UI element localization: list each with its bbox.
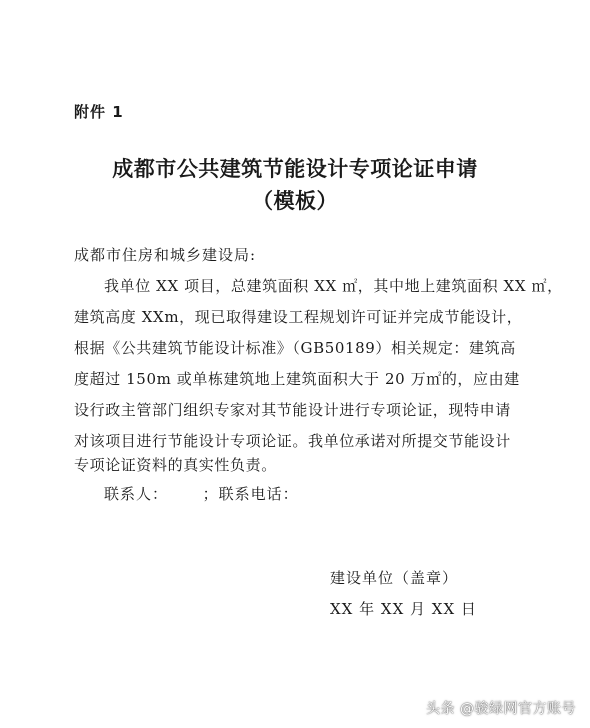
body-line-7: 专项论证资料的真实性负责。 <box>74 456 277 474</box>
body-line-6: 对该项目进行节能设计专项论证。我单位承诺对所提交节能设计 <box>74 432 511 450</box>
body-line-4: 度超过 150m 或单栋建筑地上建筑面积大于 20 万㎡的，应由建 <box>74 370 520 388</box>
body-line-2: 建筑高度 XXm，现已取得建设工程规划许可证并完成节能设计， <box>74 308 523 326</box>
body-line-5: 设行政主管部门组织专家对其节能设计进行专项论证，现特申请 <box>74 401 511 419</box>
body-line-3: 根据《公共建筑节能设计标准》（GB50189）相关规定：建筑高 <box>74 339 516 357</box>
body-line-1: 我单位 XX 项目，总建筑面积 XX ㎡，其中地上建筑面积 XX ㎡， <box>104 277 563 295</box>
signature-unit: 建设单位（盖章） <box>330 569 459 587</box>
signature-date: XX 年 XX 月 XX 日 <box>330 600 477 618</box>
attachment-label: 附件 1 <box>74 103 124 121</box>
document-title: 成都市公共建筑节能设计专项论证申请 <box>112 156 478 181</box>
addressee: 成都市住房和城乡建设局: <box>74 246 257 264</box>
document-subtitle: （模板） <box>252 188 338 213</box>
contact-line: 联系人： ；联系电话： <box>104 485 299 503</box>
watermark-text: 头条 @骏绿网官方账号 <box>426 701 576 717</box>
